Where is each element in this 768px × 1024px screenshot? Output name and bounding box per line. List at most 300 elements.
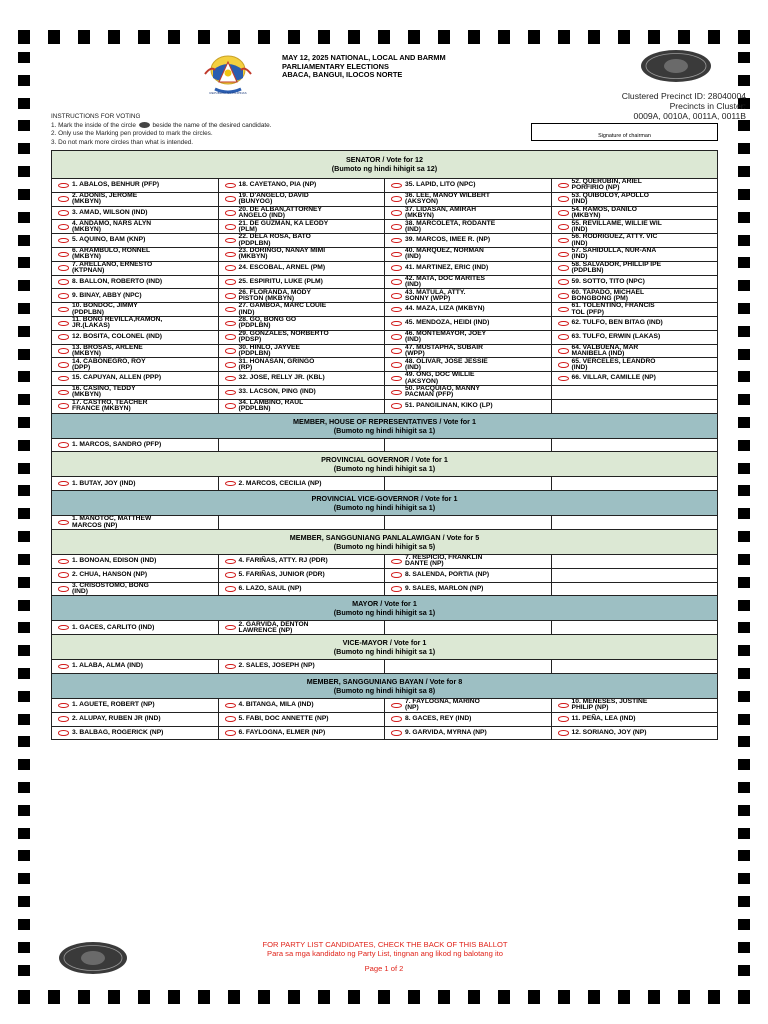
candidate-option[interactable] bbox=[385, 317, 552, 330]
candidate-option[interactable] bbox=[219, 262, 386, 275]
vote-oval[interactable] bbox=[391, 586, 402, 592]
vote-oval[interactable] bbox=[58, 442, 69, 448]
vote-oval[interactable] bbox=[391, 293, 402, 299]
timing-mark bbox=[738, 326, 750, 337]
candidate-name: 12. SORIANO, JOY (NP) bbox=[571, 728, 647, 736]
vote-oval[interactable] bbox=[391, 716, 402, 722]
candidate-option[interactable] bbox=[385, 727, 552, 740]
vote-oval[interactable] bbox=[225, 210, 236, 216]
candidate-name: 1. BUTAY, JOY (IND) bbox=[72, 479, 136, 487]
vote-oval[interactable] bbox=[58, 572, 69, 578]
vote-oval[interactable] bbox=[58, 183, 69, 189]
vote-oval[interactable] bbox=[58, 293, 69, 299]
vote-oval[interactable] bbox=[58, 224, 69, 230]
timing-mark bbox=[408, 30, 420, 44]
candidate-row bbox=[52, 289, 717, 303]
vote-oval[interactable] bbox=[58, 586, 69, 592]
timing-mark bbox=[18, 736, 30, 747]
candidate-option[interactable] bbox=[552, 727, 718, 740]
empty-cell bbox=[385, 516, 552, 529]
vote-oval[interactable] bbox=[558, 265, 569, 271]
candidate-option[interactable] bbox=[552, 345, 718, 358]
candidate-option[interactable] bbox=[385, 331, 552, 344]
candidate-name: 4. ANDAMO, NARS ALYN (MKBYN) bbox=[72, 220, 152, 233]
candidate-name: 60. TAPADO, MICHAEL BONGBONG (PM) bbox=[571, 289, 645, 302]
candidate-option[interactable] bbox=[552, 220, 718, 233]
candidate-option[interactable] bbox=[385, 713, 552, 726]
vote-oval[interactable] bbox=[558, 210, 569, 216]
vote-oval[interactable] bbox=[58, 664, 69, 670]
contest-subtitle: (Bumoto ng hindi hihigit sa 8) bbox=[333, 685, 436, 695]
candidate-option[interactable] bbox=[219, 583, 386, 596]
candidate-option[interactable] bbox=[52, 179, 219, 192]
candidate-option[interactable] bbox=[385, 220, 552, 233]
candidate-option[interactable] bbox=[219, 400, 386, 413]
candidate-option[interactable] bbox=[385, 289, 552, 302]
candidate-name: 48. OLIVAR, JOSE JESSIE (IND) bbox=[405, 358, 488, 371]
vote-oval[interactable] bbox=[558, 716, 569, 722]
candidate-option[interactable] bbox=[219, 289, 386, 302]
contest-section bbox=[51, 413, 718, 452]
vote-oval[interactable] bbox=[558, 307, 569, 313]
candidate-option[interactable] bbox=[385, 234, 552, 247]
vote-oval[interactable] bbox=[225, 279, 236, 285]
candidate-option[interactable] bbox=[52, 193, 219, 206]
candidate-option[interactable] bbox=[219, 713, 386, 726]
vote-oval[interactable] bbox=[225, 625, 236, 631]
timing-mark bbox=[618, 30, 630, 44]
candidate-option[interactable] bbox=[52, 583, 219, 596]
candidate-row bbox=[52, 621, 717, 634]
candidate-name: 53. QUIBOLOY, APOLLO (IND) bbox=[571, 192, 649, 206]
candidate-name: 9. SALES, MARLON (NP) bbox=[405, 584, 484, 592]
vote-oval[interactable] bbox=[225, 196, 236, 202]
candidate-option[interactable] bbox=[52, 262, 219, 275]
timing-mark bbox=[18, 759, 30, 770]
timing-mark bbox=[48, 990, 60, 1004]
contest-title: MEMBER, SANGGUNIANG BAYAN / Vote for 8 bbox=[306, 676, 463, 686]
timing-mark bbox=[738, 303, 750, 314]
vote-oval[interactable] bbox=[58, 403, 69, 409]
timing-mark bbox=[18, 805, 30, 816]
filled-oval-icon bbox=[139, 122, 150, 128]
candidate-name: 10. MENESES, JUSTINE PHILIP (NP) bbox=[571, 698, 648, 712]
timing-mark bbox=[18, 166, 30, 177]
timing-marks-top bbox=[18, 30, 750, 44]
vote-oval[interactable] bbox=[58, 210, 69, 216]
candidate-option[interactable] bbox=[52, 477, 219, 490]
candidate-option[interactable] bbox=[385, 207, 552, 220]
vote-oval[interactable] bbox=[391, 183, 402, 189]
vote-oval[interactable] bbox=[58, 703, 69, 709]
vote-oval[interactable] bbox=[558, 293, 569, 299]
candidate-option[interactable] bbox=[552, 193, 718, 206]
vote-oval[interactable] bbox=[391, 362, 402, 368]
vote-oval[interactable] bbox=[58, 279, 69, 285]
timing-mark bbox=[738, 600, 750, 611]
vote-oval[interactable] bbox=[391, 572, 402, 578]
timing-mark bbox=[558, 990, 570, 1004]
vote-oval[interactable] bbox=[558, 252, 569, 258]
vote-oval[interactable] bbox=[391, 224, 402, 230]
candidate-option[interactable] bbox=[219, 276, 386, 289]
vote-oval[interactable] bbox=[225, 238, 236, 244]
vote-oval[interactable] bbox=[225, 390, 236, 396]
contest-title: MAYOR / Vote for 1 bbox=[352, 599, 417, 609]
candidate-option[interactable] bbox=[385, 699, 552, 712]
candidate-name: 1. ALABA, ALMA (IND) bbox=[72, 662, 143, 670]
candidate-name: 6. FAYLOGNA, ELMER (NP) bbox=[238, 728, 326, 736]
candidate-option[interactable] bbox=[219, 345, 386, 358]
candidate-option[interactable] bbox=[52, 207, 219, 220]
vote-oval[interactable] bbox=[225, 293, 236, 299]
vote-oval[interactable] bbox=[225, 559, 236, 565]
candidate-option[interactable] bbox=[219, 331, 386, 344]
candidate-row bbox=[52, 331, 717, 345]
vote-oval[interactable] bbox=[558, 376, 569, 382]
candidate-option[interactable] bbox=[552, 276, 718, 289]
candidate-option[interactable] bbox=[52, 699, 219, 712]
vote-oval[interactable] bbox=[558, 321, 569, 327]
candidate-option[interactable] bbox=[52, 516, 219, 529]
candidate-name: 2. CHUA, HANSON (NP) bbox=[72, 571, 148, 579]
candidate-name: 1. GACES, CARLITO (IND) bbox=[72, 623, 155, 631]
vote-oval[interactable] bbox=[391, 334, 402, 340]
candidate-option[interactable] bbox=[219, 358, 386, 371]
candidate-option[interactable] bbox=[385, 345, 552, 358]
vote-oval[interactable] bbox=[58, 307, 69, 313]
empty-cell bbox=[552, 386, 718, 399]
candidate-name: 15. CAPUYAN, ALLEN (PPP) bbox=[72, 374, 162, 382]
candidate-option[interactable] bbox=[219, 220, 386, 233]
candidate-row bbox=[52, 660, 717, 673]
vote-oval[interactable] bbox=[225, 481, 236, 487]
candidate-name: 32. JOSE, RELLY JR. (KBL) bbox=[238, 374, 325, 382]
candidate-option[interactable] bbox=[52, 386, 219, 399]
candidate-name: 25. ESPIRITU, LUKE (PLM) bbox=[238, 277, 323, 285]
timing-mark bbox=[738, 873, 750, 884]
candidate-option[interactable] bbox=[52, 303, 219, 316]
timing-mark bbox=[18, 326, 30, 337]
candidate-name: 18. CAYETANO, PIA (NP) bbox=[238, 181, 317, 189]
candidate-option[interactable] bbox=[385, 569, 552, 582]
candidate-name: 8. SALENDA, PORTIA (NP) bbox=[405, 571, 490, 579]
vote-oval[interactable] bbox=[225, 730, 236, 736]
timing-mark bbox=[18, 189, 30, 200]
vote-oval[interactable] bbox=[58, 376, 69, 382]
candidate-name: 52. QUERUBIN, ARIEL PORFIRIO (NP) bbox=[571, 179, 642, 192]
candidate-row bbox=[52, 234, 717, 248]
candidate-option[interactable] bbox=[552, 317, 718, 330]
candidate-name: 11. PEÑA, LEA (IND) bbox=[571, 715, 636, 723]
timing-mark bbox=[18, 303, 30, 314]
candidate-row bbox=[52, 699, 717, 713]
candidate-option[interactable] bbox=[219, 234, 386, 247]
candidate-option[interactable] bbox=[552, 262, 718, 275]
candidate-name: 59. SOTTO, TITO (NPC) bbox=[571, 277, 645, 285]
vote-oval[interactable] bbox=[225, 572, 236, 578]
candidate-option[interactable] bbox=[385, 179, 552, 192]
candidate-option[interactable] bbox=[52, 727, 219, 740]
vote-oval[interactable] bbox=[391, 376, 402, 382]
vote-oval[interactable] bbox=[391, 559, 402, 565]
empty-cell bbox=[385, 477, 552, 490]
candidate-option[interactable] bbox=[385, 555, 552, 568]
candidate-row bbox=[52, 569, 717, 583]
candidate-option[interactable] bbox=[552, 713, 718, 726]
candidate-option[interactable] bbox=[552, 289, 718, 302]
candidate-option[interactable] bbox=[219, 621, 386, 634]
candidate-option[interactable] bbox=[219, 317, 386, 330]
candidate-name: 2. ADONIS, JEROME (MKBYN) bbox=[72, 192, 138, 206]
candidate-name: 4. BITANGA, MILA (IND) bbox=[238, 701, 314, 709]
cluster-label: Precincts in Cluster: bbox=[669, 101, 746, 111]
vote-oval[interactable] bbox=[391, 307, 402, 313]
candidate-name: 8. GACES, REY (IND) bbox=[405, 715, 472, 723]
candidate-option[interactable] bbox=[552, 207, 718, 220]
instruction-step-2: 2. Only use the Marking pen provided to mark the circles. bbox=[51, 130, 213, 138]
vote-oval[interactable] bbox=[58, 390, 69, 396]
vote-oval[interactable] bbox=[58, 520, 69, 526]
candidate-name: 56. RODRIGUEZ, ATTY. VIC (IND) bbox=[571, 234, 658, 247]
vote-oval[interactable] bbox=[391, 403, 402, 409]
timing-mark bbox=[738, 417, 750, 428]
vote-oval[interactable] bbox=[225, 703, 236, 709]
timing-mark bbox=[738, 577, 750, 588]
candidate-option[interactable] bbox=[552, 303, 718, 316]
candidate-name: 1. MANOTOC, MATTHEW MARCOS (NP) bbox=[72, 516, 152, 529]
vote-oval[interactable] bbox=[225, 265, 236, 271]
vote-oval[interactable] bbox=[58, 265, 69, 271]
timing-mark bbox=[18, 622, 30, 633]
candidate-option[interactable] bbox=[219, 207, 386, 220]
candidate-option[interactable] bbox=[552, 358, 718, 371]
candidate-option[interactable] bbox=[219, 179, 386, 192]
candidate-option[interactable] bbox=[385, 358, 552, 371]
timing-mark bbox=[78, 990, 90, 1004]
candidate-name: 34. LAMBINO, RAUL (PDPLBN) bbox=[238, 399, 304, 413]
candidate-option[interactable] bbox=[219, 477, 386, 490]
candidate-option[interactable] bbox=[219, 303, 386, 316]
candidate-option[interactable] bbox=[385, 262, 552, 275]
vote-oval[interactable] bbox=[391, 210, 402, 216]
candidate-option[interactable] bbox=[52, 400, 219, 413]
candidate-option[interactable] bbox=[52, 621, 219, 634]
candidate-option[interactable] bbox=[219, 660, 386, 673]
timing-mark bbox=[588, 990, 600, 1004]
contest-title: MEMBER, SANGGUNIANG PANLALAWIGAN / Vote for 5 bbox=[289, 532, 480, 542]
candidate-option[interactable] bbox=[552, 248, 718, 261]
vote-oval[interactable] bbox=[58, 625, 69, 631]
candidate-option[interactable] bbox=[52, 660, 219, 673]
vote-oval[interactable] bbox=[58, 559, 69, 565]
vote-oval[interactable] bbox=[558, 196, 569, 202]
timing-mark bbox=[288, 30, 300, 44]
candidate-option[interactable] bbox=[52, 276, 219, 289]
candidate-option[interactable] bbox=[219, 386, 386, 399]
candidate-name: 46. MONTEMAYOR, JOEY (IND) bbox=[405, 330, 487, 344]
candidate-option[interactable] bbox=[219, 372, 386, 385]
timing-mark bbox=[498, 990, 510, 1004]
candidate-option[interactable] bbox=[52, 345, 219, 358]
vote-oval[interactable] bbox=[58, 481, 69, 487]
candidate-name: 29. GONZALES, NORBERTO (PDSP) bbox=[238, 330, 329, 344]
vote-oval[interactable] bbox=[225, 362, 236, 368]
contest-subtitle: (Bumoto ng hindi hihigit sa 5) bbox=[333, 541, 436, 551]
candidate-option[interactable] bbox=[385, 386, 552, 399]
candidate-option[interactable] bbox=[385, 248, 552, 261]
candidate-row bbox=[52, 262, 717, 276]
timing-mark bbox=[738, 349, 750, 360]
vote-oval[interactable] bbox=[225, 307, 236, 313]
candidate-name: 5. FARIÑAS, JUNIOR (PDR) bbox=[238, 571, 325, 579]
vote-oval[interactable] bbox=[225, 403, 236, 409]
candidate-row bbox=[52, 276, 717, 290]
contest-header bbox=[52, 530, 717, 555]
contest-title: VICE-MAYOR / Vote for 1 bbox=[342, 638, 427, 648]
empty-cell bbox=[552, 400, 718, 413]
empty-cell bbox=[552, 555, 718, 568]
candidate-option[interactable] bbox=[219, 555, 386, 568]
vote-oval[interactable] bbox=[391, 703, 402, 709]
timing-mark bbox=[738, 212, 750, 223]
vote-oval[interactable] bbox=[58, 238, 69, 244]
vote-oval[interactable] bbox=[225, 252, 236, 258]
cluster-values: 0009A, 0010A, 0011A, 0011B bbox=[633, 111, 746, 121]
candidate-option[interactable] bbox=[385, 303, 552, 316]
vote-oval[interactable] bbox=[58, 362, 69, 368]
vote-oval[interactable] bbox=[225, 321, 236, 327]
vote-oval[interactable] bbox=[58, 321, 69, 327]
contest-header bbox=[52, 151, 717, 179]
vote-oval[interactable] bbox=[225, 183, 236, 189]
candidate-option[interactable] bbox=[52, 248, 219, 261]
vote-oval[interactable] bbox=[391, 348, 402, 354]
timing-mark bbox=[408, 990, 420, 1004]
timing-mark bbox=[648, 990, 660, 1004]
candidate-option[interactable] bbox=[52, 289, 219, 302]
candidate-option[interactable] bbox=[385, 400, 552, 413]
timing-mark bbox=[738, 850, 750, 861]
candidate-option[interactable] bbox=[52, 713, 219, 726]
candidate-option[interactable] bbox=[552, 179, 718, 192]
vote-oval[interactable] bbox=[58, 348, 69, 354]
candidate-option[interactable] bbox=[552, 234, 718, 247]
candidate-option[interactable] bbox=[52, 358, 219, 371]
timing-mark bbox=[468, 990, 480, 1004]
candidate-option[interactable] bbox=[219, 193, 386, 206]
vote-oval[interactable] bbox=[391, 321, 402, 327]
vote-oval[interactable] bbox=[225, 376, 236, 382]
candidate-option[interactable] bbox=[52, 234, 219, 247]
vote-oval[interactable] bbox=[558, 183, 569, 189]
vote-oval[interactable] bbox=[558, 224, 569, 230]
vote-oval[interactable] bbox=[391, 196, 402, 202]
timing-mark bbox=[18, 120, 30, 131]
candidate-option[interactable] bbox=[219, 248, 386, 261]
voting-instructions bbox=[51, 113, 272, 147]
timing-mark bbox=[18, 280, 30, 291]
timing-mark bbox=[18, 394, 30, 405]
vote-oval[interactable] bbox=[558, 362, 569, 368]
candidate-name: 55. REVILLAME, WILLIE WIL (IND) bbox=[571, 220, 662, 233]
candidate-option[interactable] bbox=[219, 727, 386, 740]
vote-oval[interactable] bbox=[225, 586, 236, 592]
candidate-option[interactable] bbox=[52, 439, 219, 452]
vote-oval[interactable] bbox=[391, 252, 402, 258]
candidate-name: 51. PANGILINAN, KIKO (LP) bbox=[405, 402, 493, 410]
vote-oval[interactable] bbox=[558, 703, 569, 709]
timing-mark bbox=[18, 349, 30, 360]
signature-box[interactable] bbox=[531, 123, 718, 141]
vote-oval[interactable] bbox=[58, 730, 69, 736]
candidate-option[interactable] bbox=[52, 569, 219, 582]
vote-oval[interactable] bbox=[558, 348, 569, 354]
vote-oval[interactable] bbox=[225, 334, 236, 340]
vote-oval[interactable] bbox=[225, 664, 236, 670]
candidate-option[interactable] bbox=[52, 317, 219, 330]
contest-title: PROVINCIAL VICE-GOVERNOR / Vote for 1 bbox=[311, 494, 458, 504]
candidate-name: 36. LEE, MANOY WILBERT (AKSYON) bbox=[405, 192, 490, 206]
candidate-row bbox=[52, 179, 717, 193]
timing-mark bbox=[18, 782, 30, 793]
contest-subtitle: (Bumoto ng hindi hihigit sa 1) bbox=[333, 503, 436, 513]
vote-oval[interactable] bbox=[225, 716, 236, 722]
vote-oval[interactable] bbox=[58, 252, 69, 258]
vote-oval[interactable] bbox=[58, 334, 69, 340]
candidate-option[interactable] bbox=[52, 555, 219, 568]
timing-mark bbox=[738, 371, 750, 382]
vote-oval[interactable] bbox=[558, 730, 569, 736]
vote-oval[interactable] bbox=[391, 265, 402, 271]
timing-mark bbox=[738, 714, 750, 725]
candidate-option[interactable] bbox=[385, 583, 552, 596]
vote-oval[interactable] bbox=[558, 334, 569, 340]
candidate-name: 47. MUSTAPHA, SUBAIR (WPP) bbox=[405, 344, 483, 357]
vote-oval[interactable] bbox=[558, 279, 569, 285]
vote-oval[interactable] bbox=[391, 730, 402, 736]
vote-oval[interactable] bbox=[391, 238, 402, 244]
candidate-option[interactable] bbox=[385, 276, 552, 289]
vote-oval[interactable] bbox=[225, 348, 236, 354]
candidate-option[interactable] bbox=[385, 193, 552, 206]
candidate-option[interactable] bbox=[552, 331, 718, 344]
candidate-option[interactable] bbox=[52, 331, 219, 344]
candidate-name: 3. BALBAG, ROGERICK (NP) bbox=[72, 728, 164, 736]
vote-oval[interactable] bbox=[58, 716, 69, 722]
timing-mark bbox=[18, 52, 30, 63]
vote-oval[interactable] bbox=[391, 279, 402, 285]
candidate-row bbox=[52, 358, 717, 372]
candidate-option[interactable] bbox=[552, 372, 718, 385]
contest-section bbox=[51, 634, 718, 673]
candidate-option[interactable] bbox=[219, 569, 386, 582]
candidate-option[interactable] bbox=[385, 372, 552, 385]
vote-oval[interactable] bbox=[391, 390, 402, 396]
candidate-name: 2. MARCOS, CECILIA (NP) bbox=[238, 479, 322, 487]
vote-oval[interactable] bbox=[558, 238, 569, 244]
candidate-row bbox=[52, 583, 717, 596]
candidate-option[interactable] bbox=[219, 699, 386, 712]
candidate-option[interactable] bbox=[52, 372, 219, 385]
vote-oval[interactable] bbox=[58, 196, 69, 202]
timing-mark bbox=[198, 30, 210, 44]
candidate-option[interactable] bbox=[552, 699, 718, 712]
vote-oval[interactable] bbox=[225, 224, 236, 230]
empty-cell bbox=[385, 621, 552, 634]
candidate-option[interactable] bbox=[52, 220, 219, 233]
contest-section bbox=[51, 150, 718, 413]
